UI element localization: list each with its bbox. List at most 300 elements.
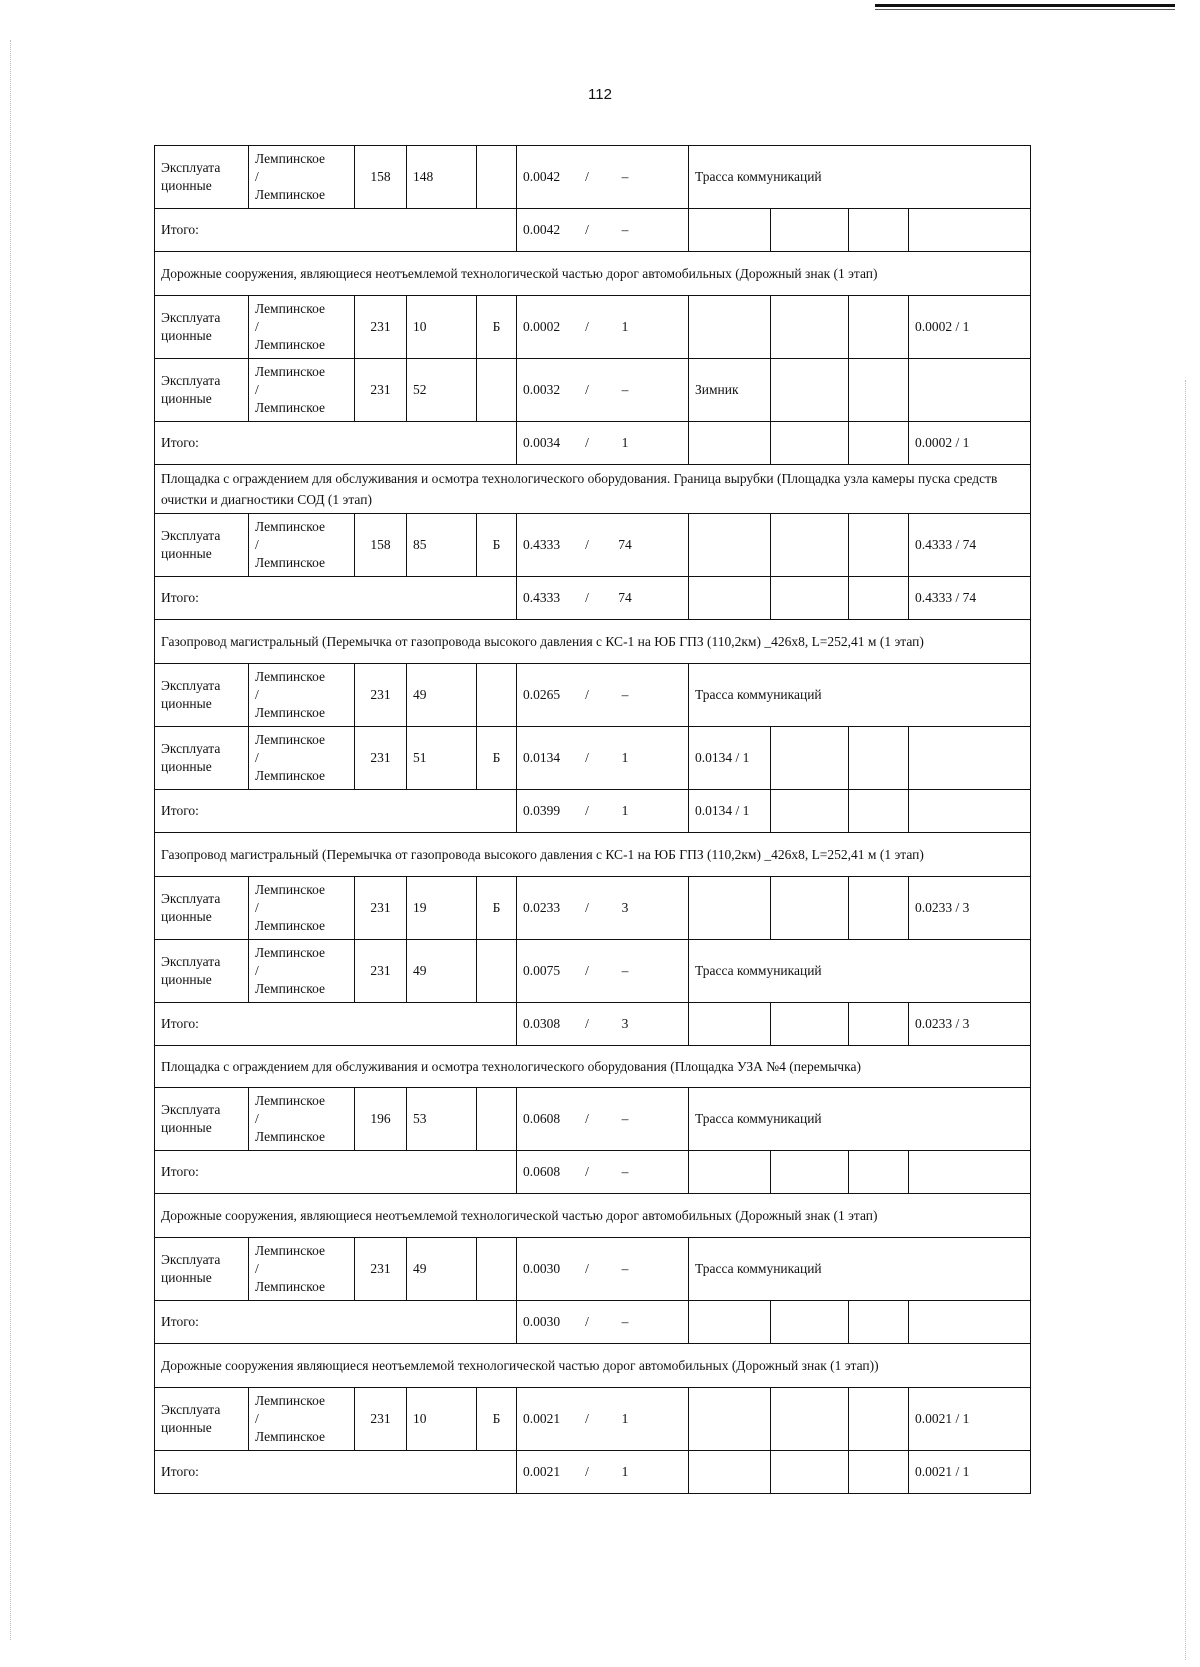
category-line: ционные [161,178,212,193]
col8-cell [849,422,909,465]
col7-cell [771,296,849,359]
total-cell: 0.4333 / 74 [909,577,1031,620]
district-name: Лемпинское [255,918,326,933]
note-cell: 0.0134 / 1 [689,727,771,790]
area-cell [517,422,689,465]
note-cell [689,422,771,465]
plot-cell: 148 [407,146,477,209]
district-cell [249,877,355,940]
letter-cell [477,1238,517,1301]
category-line: Эксплуата [161,741,221,756]
area-cell [517,877,689,940]
area-value: 0.0042 [523,222,561,237]
area-separator: / [585,803,589,818]
category-cell [155,877,249,940]
tree-count: – [621,382,629,397]
note-cell [689,877,771,940]
area-value: 0.0034 [523,435,561,450]
area-pair [523,536,682,554]
note-cell: Трасса коммуникаций [689,1238,1031,1301]
note-cell [689,1451,771,1494]
area-pair [523,1110,682,1128]
area-pair [523,1163,682,1181]
category-line: ционные [161,696,212,711]
category-cell [155,727,249,790]
category-cell [155,1088,249,1151]
area-value: 0.4333 [523,537,561,552]
district-name: Лемпинское [255,669,326,684]
area-pair [523,589,682,607]
col7-cell [771,790,849,833]
note-cell [689,1388,771,1451]
area-pair [523,1015,682,1033]
page-number: 112 [588,86,612,103]
area-value: 0.0030 [523,1314,561,1329]
tree-count: – [621,687,629,702]
category-line: Эксплуата [161,1102,221,1117]
area-value: 0.0308 [523,1016,561,1031]
total-row [155,577,1031,620]
col8-cell [849,359,909,422]
section-header-row [155,1046,1031,1088]
area-cell [517,727,689,790]
area-separator: / [585,750,589,765]
col7-cell [771,577,849,620]
note-cell [689,1151,771,1194]
quarter-cell: 231 [355,727,407,790]
total-label: Итого: [155,1451,517,1494]
plot-cell: 10 [407,1388,477,1451]
tree-count: 3 [621,900,629,915]
area-separator: / [585,963,589,978]
district-cell [249,1088,355,1151]
district-separator: / [255,169,259,184]
area-separator: / [585,590,589,605]
district-separator: / [255,963,259,978]
district-name: Лемпинское [255,187,326,202]
table-row [155,1088,1031,1151]
district-name: Лемпинское [255,1243,326,1258]
district-name: Лемпинское [255,519,326,534]
table-row [155,727,1031,790]
category-line: Эксплуата [161,373,221,388]
area-value: 0.0002 [523,319,561,334]
category-line: ционные [161,759,212,774]
plot-cell: 19 [407,877,477,940]
scan-edge-right [1185,380,1187,1660]
col7-cell [771,1003,849,1046]
table-row [155,296,1031,359]
area-pair [523,1410,682,1428]
total-cell [909,1301,1031,1344]
letter-cell: Б [477,877,517,940]
note-cell: 0.0134 / 1 [689,790,771,833]
letter-cell [477,664,517,727]
total-cell [909,727,1031,790]
district-cell [249,727,355,790]
col7-cell [771,727,849,790]
district-name: Лемпинское [255,555,326,570]
total-row [155,422,1031,465]
area-cell [517,664,689,727]
quarter-cell: 158 [355,146,407,209]
plot-cell: 85 [407,514,477,577]
tree-count: – [621,222,629,237]
area-separator: / [585,1464,589,1479]
area-cell [517,1238,689,1301]
total-row [155,790,1031,833]
header-rule [875,4,1175,7]
district-name: Лемпинское [255,768,326,783]
district-cell [249,664,355,727]
category-line: ционные [161,328,212,343]
letter-cell: Б [477,727,517,790]
total-row [155,1301,1031,1344]
district-name: Лемпинское [255,151,326,166]
note-cell [689,514,771,577]
section-header-row [155,252,1031,296]
area-pair [523,1313,682,1331]
section-title: Газопровод магистральный (Перемычка от газопровода высокого давления с КС-1 на ЮБ ГПЗ (110,2км) _426x8, L=252,41 м (1 этап) [155,833,1031,877]
tree-count: – [621,169,629,184]
category-line: ционные [161,391,212,406]
area-pair [523,962,682,980]
tree-count: – [621,1164,629,1179]
plot-cell: 53 [407,1088,477,1151]
district-separator: / [255,382,259,397]
area-value: 0.0608 [523,1164,561,1179]
category-line: Эксплуата [161,528,221,543]
total-cell: 0.0021 / 1 [909,1451,1031,1494]
section-title: Дорожные сооружения, являющиеся неотъемлемой технологической частью дорог автомобильных (Дорожный знак (1 этап) [155,1194,1031,1238]
area-value: 0.0042 [523,169,561,184]
col7-cell [771,1451,849,1494]
category-line: Эксплуата [161,310,221,325]
area-value: 0.0021 [523,1464,561,1479]
area-cell [517,1003,689,1046]
category-cell [155,359,249,422]
category-cell [155,1238,249,1301]
district-name: Лемпинское [255,981,326,996]
table-row [155,146,1031,209]
col8-cell [849,296,909,359]
area-value: 0.0399 [523,803,561,818]
area-cell [517,577,689,620]
note-cell [689,1003,771,1046]
tree-count: 1 [621,319,629,334]
section-title: Газопровод магистральный (Перемычка от газопровода высокого давления с КС-1 на ЮБ ГПЗ (110,2км) _426x8, L=252,41 м (1 этап) [155,620,1031,664]
category-cell [155,146,249,209]
category-line: Эксплуата [161,1402,221,1417]
plot-cell: 52 [407,359,477,422]
table-row [155,877,1031,940]
col8-cell [849,577,909,620]
quarter-cell: 231 [355,664,407,727]
area-separator: / [585,687,589,702]
district-cell [249,146,355,209]
tree-count: 1 [621,803,629,818]
col8-cell [849,1388,909,1451]
district-cell [249,940,355,1003]
plot-cell: 49 [407,1238,477,1301]
section-header-row [155,1344,1031,1388]
district-separator: / [255,1261,259,1276]
plot-cell: 10 [407,296,477,359]
district-name: Лемпинское [255,1129,326,1144]
area-separator: / [585,537,589,552]
district-cell [249,514,355,577]
letter-cell: Б [477,296,517,359]
district-separator: / [255,1411,259,1426]
district-cell [249,359,355,422]
category-line: ционные [161,909,212,924]
district-name: Лемпинское [255,337,326,352]
col7-cell [771,422,849,465]
total-label: Итого: [155,790,517,833]
district-name: Лемпинское [255,732,326,747]
district-name: Лемпинское [255,1393,326,1408]
col8-cell [849,877,909,940]
table-row [155,514,1031,577]
col8-cell [849,514,909,577]
plot-cell: 49 [407,940,477,1003]
area-separator: / [585,1164,589,1179]
district-name: Лемпинское [255,400,326,415]
area-pair [523,686,682,704]
district-name: Лемпинское [255,364,326,379]
tree-count: – [621,963,629,978]
note-cell [689,1301,771,1344]
category-cell [155,664,249,727]
table-row [155,940,1031,1003]
col7-cell [771,1151,849,1194]
note-cell [689,577,771,620]
quarter-cell: 231 [355,940,407,1003]
quarter-cell: 158 [355,514,407,577]
area-pair [523,434,682,452]
total-cell: 0.0233 / 3 [909,1003,1031,1046]
total-row [155,1003,1031,1046]
col8-cell [849,1151,909,1194]
area-value: 0.0233 [523,900,561,915]
area-cell [517,1301,689,1344]
total-cell: 0.0002 / 1 [909,422,1031,465]
district-name: Лемпинское [255,1093,326,1108]
category-line: ционные [161,546,212,561]
total-label: Итого: [155,1301,517,1344]
area-separator: / [585,319,589,334]
quarter-cell: 231 [355,1238,407,1301]
area-pair [523,899,682,917]
section-header-row [155,1194,1031,1238]
quarter-cell: 231 [355,296,407,359]
total-label: Итого: [155,1003,517,1046]
area-separator: / [585,1261,589,1276]
district-name: Лемпинское [255,1429,326,1444]
area-cell [517,514,689,577]
category-cell [155,1388,249,1451]
col8-cell [849,790,909,833]
district-separator: / [255,900,259,915]
total-cell: 0.0233 / 3 [909,877,1031,940]
total-cell [909,359,1031,422]
col8-cell [849,1301,909,1344]
letter-cell: Б [477,514,517,577]
area-cell [517,1388,689,1451]
quarter-cell: 231 [355,877,407,940]
area-cell [517,209,689,252]
total-cell: 0.4333 / 74 [909,514,1031,577]
note-cell: Трасса коммуникаций [689,664,1031,727]
tree-count: 1 [621,1411,629,1426]
area-separator: / [585,1411,589,1426]
table-row [155,1388,1031,1451]
section-title: Дорожные сооружения, являющиеся неотъемлемой технологической частью дорог автомобильных (Дорожный знак (1 этап) [155,252,1031,296]
total-cell [909,790,1031,833]
land-plots-table [154,145,1031,1494]
category-cell [155,940,249,1003]
note-cell: Трасса коммуникаций [689,1088,1031,1151]
district-cell [249,296,355,359]
area-separator: / [585,222,589,237]
total-label: Итого: [155,422,517,465]
tree-count: – [621,1261,629,1276]
area-cell [517,359,689,422]
table-row [155,1238,1031,1301]
area-cell [517,1151,689,1194]
area-pair [523,168,682,186]
district-cell [249,1388,355,1451]
area-separator: / [585,900,589,915]
col8-cell [849,209,909,252]
quarter-cell: 231 [355,359,407,422]
area-separator: / [585,1314,589,1329]
area-cell [517,1088,689,1151]
total-row [155,1451,1031,1494]
tree-count: – [621,1314,629,1329]
area-cell [517,940,689,1003]
col7-cell [771,1388,849,1451]
total-cell [909,1151,1031,1194]
note-cell: Трасса коммуникаций [689,940,1031,1003]
letter-cell: Б [477,1388,517,1451]
area-pair [523,749,682,767]
district-separator: / [255,750,259,765]
area-value: 0.0608 [523,1111,561,1126]
area-cell [517,1451,689,1494]
category-line: Эксплуата [161,678,221,693]
letter-cell [477,359,517,422]
tree-count: 1 [621,435,629,450]
district-separator: / [255,687,259,702]
note-cell [689,296,771,359]
letter-cell [477,1088,517,1151]
area-cell [517,146,689,209]
area-value: 0.0265 [523,687,561,702]
tree-count: 1 [621,1464,629,1479]
plot-cell: 49 [407,664,477,727]
header-rule-thin [875,9,1175,10]
total-cell: 0.0002 / 1 [909,296,1031,359]
note-cell: Трасса коммуникаций [689,146,1031,209]
quarter-cell: 196 [355,1088,407,1151]
table-row [155,664,1031,727]
area-value: 0.0021 [523,1411,561,1426]
area-value: 0.0075 [523,963,561,978]
note-cell [689,209,771,252]
area-pair [523,318,682,336]
category-line: ционные [161,972,212,987]
area-cell [517,296,689,359]
section-title: Дорожные сооружения являющиеся неотъемлемой технологической частью дорог автомобильных (Дорожный знак (1 этап)) [155,1344,1031,1388]
district-separator: / [255,319,259,334]
tree-count: 1 [621,750,629,765]
category-line: Эксплуата [161,891,221,906]
section-header-row [155,620,1031,664]
col7-cell [771,1301,849,1344]
total-label: Итого: [155,1151,517,1194]
area-pair [523,381,682,399]
area-separator: / [585,1016,589,1031]
section-header-row [155,833,1031,877]
area-value: 0.0134 [523,750,561,765]
category-line: ционные [161,1420,212,1435]
district-name: Лемпинское [255,705,326,720]
category-cell [155,514,249,577]
col8-cell [849,1451,909,1494]
note-cell: Зимник [689,359,771,422]
area-cell [517,790,689,833]
table-row [155,359,1031,422]
category-line: ционные [161,1120,212,1135]
area-pair [523,1463,682,1481]
col8-cell [849,727,909,790]
col7-cell [771,359,849,422]
total-label: Итого: [155,577,517,620]
tree-count: 74 [618,590,632,605]
area-pair [523,802,682,820]
category-line: Эксплуата [161,160,221,175]
section-title: Площадка с ограждением для обслуживания и осмотра технологического оборудования (Площадка УЗА №4 (перемычка) [155,1046,1031,1088]
section-header-row [155,465,1031,514]
tree-count: 74 [618,537,632,552]
area-value: 0.0030 [523,1261,561,1276]
district-name: Лемпинское [255,882,326,897]
col7-cell [771,209,849,252]
area-pair [523,221,682,239]
category-cell [155,296,249,359]
district-separator: / [255,1111,259,1126]
district-name: Лемпинское [255,945,326,960]
total-row [155,1151,1031,1194]
district-separator: / [255,537,259,552]
total-row [155,209,1031,252]
district-name: Лемпинское [255,1279,326,1294]
letter-cell [477,940,517,1003]
area-pair [523,1260,682,1278]
district-cell [249,1238,355,1301]
category-line: Эксплуата [161,1252,221,1267]
col7-cell [771,514,849,577]
col7-cell [771,877,849,940]
total-cell: 0.0021 / 1 [909,1388,1031,1451]
area-separator: / [585,1111,589,1126]
tree-count: – [621,1111,629,1126]
total-cell [909,209,1031,252]
area-separator: / [585,435,589,450]
area-separator: / [585,169,589,184]
category-line: ционные [161,1270,212,1285]
